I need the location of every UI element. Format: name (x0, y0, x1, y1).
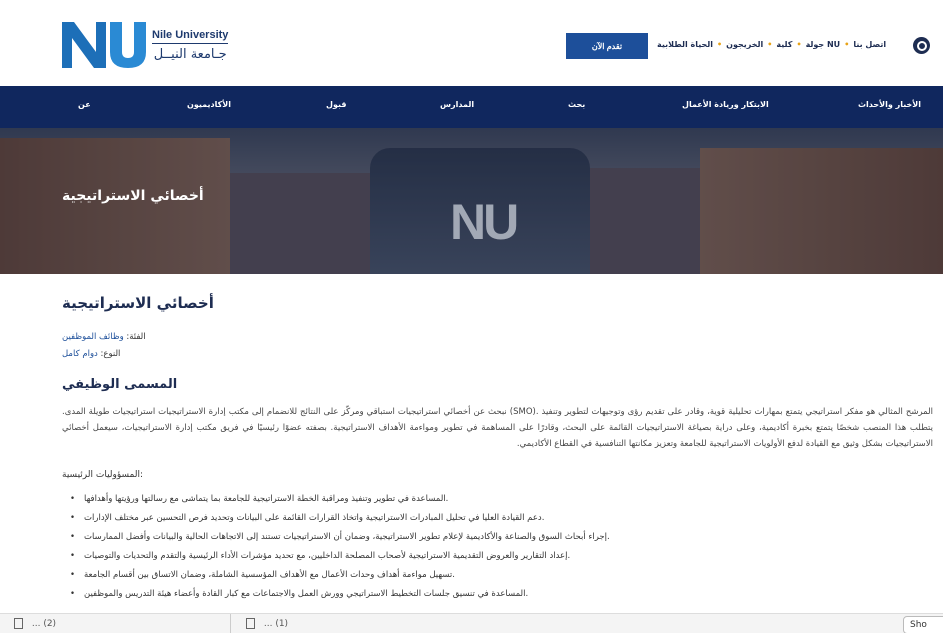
section-title: المسمى الوظيفي (62, 377, 178, 392)
list-item: • المساعدة في تطوير وتنفيذ ومراقبة الخطة الاستراتيجية للجامعة بما يتماشى مع رسالتها ورؤيتها وأهدافها. (70, 490, 610, 509)
job-title: أخصائي الاستراتيجية (62, 294, 214, 312)
nav-item-research[interactable]: بحث (568, 100, 586, 109)
job-description: المرشح المثالي هو مفكر استراتيجي يتمتع بمهارات تحليلية قوية، وقادر على تقديم رؤى وتوجيهات لتطوير وتنفيذ .(SMO) نبحث عن أخصائي استراتيجيات استباقي ومركّز على النتائج للانضمام إلى مكتب إدارة الاستراتيجيات استراتيجيات طويلة المدى. يتطلب هذا المنصب شخصًا يتمتع بخبرة أكاديمية، وعلى دراية بصياغة الاستراتيجيات القائمة على البحث، وقادرًا على المساهمة في تطوير ومواءمة الأهداف الاستراتيجية. بصفته عضوًا رئيسيًا في فريق مكتب إدارة الاستراتيجيات، سيعمل أخصائي الاستراتيجيات بشكل وثيق مع القيادة لدفع الأولويات الاستراتيجية للجامعة وتعزيز مكانتها التنافسية في القطاع الأكاديمي. (62, 407, 934, 449)
download-item-label: ... (2) (31, 619, 57, 629)
show-all-button[interactable]: Sho (903, 616, 943, 633)
hero-title: أخصائي الاستراتيجية (62, 188, 204, 204)
top-link-contact[interactable]: اتصل بنا (853, 40, 887, 49)
list-item: • المساعدة في تنسيق جلسات التخطيط الاستراتيجي وورش العمل والاجتماعات مع كبار القادة وأعضاء هيئة التدريس والموظفين. (70, 585, 610, 604)
file-icon (246, 618, 255, 629)
nu-logo-icon (62, 22, 146, 68)
main-nav (0, 86, 943, 128)
responsibilities-title: المسؤوليات الرئيسية: (62, 470, 144, 480)
list-item: • إجراء أبحاث السوق والصناعة والأكاديمية لإعلام تطوير الاستراتيجية، وضمان أن الاستراتيجيات تستند إلى الاتجاهات الحالية والبيانات وأفضل الممارسات. (70, 528, 610, 547)
site-header (0, 0, 943, 86)
nav-item-schools[interactable]: المدارس (440, 100, 475, 109)
list-item: • دعم القيادة العليا في تحليل المبادرات الاستراتيجية واتخاذ القرارات القائمة على البيانات وتحديد فرص التحسين عبر مختلف الإدارات. (70, 509, 610, 528)
list-item: • تسهيل مواءمة أهداف وحدات الأعمال مع الأهداف المؤسسية الشاملة، وضمان الاتساق بين أقسام الجامعة. (70, 566, 610, 585)
download-item[interactable] (14, 618, 56, 629)
type-value[interactable]: دوام كامل (62, 349, 98, 359)
type-label: النوع: (100, 349, 121, 359)
responsibilities-list (70, 490, 610, 604)
search-icon[interactable] (913, 37, 930, 54)
link-separator: • (796, 40, 802, 49)
category-label: الفئة: (126, 332, 146, 342)
job-category (62, 332, 146, 342)
top-link-student-life[interactable]: الحياة الطلابية (657, 40, 714, 49)
hero-banner (0, 128, 943, 274)
job-type (62, 349, 120, 359)
nav-item-about[interactable]: عن (78, 100, 91, 109)
job-content (0, 274, 943, 633)
file-icon (14, 618, 23, 629)
nav-item-innovation[interactable]: الابتكار وريادة الأعمال (682, 100, 769, 109)
top-link-alumni[interactable]: الخريجون (726, 40, 764, 49)
download-item[interactable] (246, 618, 288, 629)
logo-text-ar: جـامعة النيــل (153, 46, 227, 62)
top-link-faculty[interactable]: كلية (776, 40, 793, 49)
download-bar (0, 613, 943, 633)
download-divider (230, 614, 231, 633)
nav-item-academics[interactable]: الأكاديميون (187, 100, 231, 109)
hero-nu-sign: NU (450, 194, 517, 250)
apply-now-button[interactable]: تقدم الآن (566, 33, 648, 59)
nav-item-news[interactable]: الأخبار والأحداث (858, 100, 921, 109)
list-item: • إعداد التقارير والعروض التقديمية الاستراتيجية لأصحاب المصلحة الداخليين، مع تحديد مؤشرات الأداء الرئيسية والتقدم والتحديات والتوصيات. (70, 547, 610, 566)
download-item-label: ... (1) (263, 619, 289, 629)
link-separator: • (844, 40, 850, 49)
top-link-tour[interactable]: NU جولة (805, 40, 841, 49)
top-links (655, 40, 888, 49)
category-value[interactable]: وظائف الموظفين (62, 332, 124, 342)
nav-item-admission[interactable]: قبول (326, 100, 347, 109)
link-separator: • (717, 40, 723, 49)
nile-university-logo[interactable] (62, 22, 228, 68)
link-separator: • (767, 40, 773, 49)
logo-text-en: Nile University (152, 29, 228, 44)
